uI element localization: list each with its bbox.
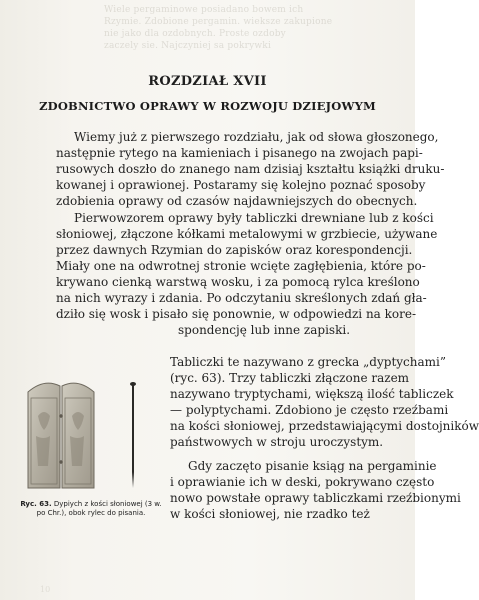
bleed-page-number: 10 xyxy=(40,585,51,594)
caption-label: Ryc. 63. xyxy=(20,500,52,508)
text-line: Tabliczki te nazywano z grecka „dyptychami” xyxy=(170,355,446,369)
text-line: Pierwowzorem oprawy były tabliczki drewniane lub z kości xyxy=(74,211,434,225)
text-line: nazywano tryptychami, większą ilość tabliczek xyxy=(170,387,454,401)
bleed-line: zaczely sie. Najczyniej sa pokrywki xyxy=(104,41,272,51)
text-line: (ryc. 63). Trzy tabliczki złączone razem xyxy=(170,371,410,385)
text-line: — polyptychami. Zdobiono je często rzeźbami xyxy=(170,403,449,417)
text-line: nowo powstałe oprawy tabliczkami rzeźbionymi xyxy=(170,491,461,505)
text-line: przez dawnych Rzymian do zapisków oraz korespondencji. xyxy=(56,243,413,257)
text-line: na nich wyrazy i zdania. Po odczytaniu skreślonych zdań gła- xyxy=(56,291,427,305)
diptych-figure xyxy=(20,376,154,494)
text-line: Gdy zaczęto pisanie ksiąg na pergaminie xyxy=(188,459,437,473)
text-line: krywano cienką warstwą wosku, i za pomocą rylca kreślono xyxy=(56,275,420,289)
text-column-beside-figure xyxy=(170,354,479,522)
text-line: spondencję lub inne zapiski. xyxy=(178,323,351,337)
bleed-through-text xyxy=(0,0,415,62)
caption-text: Dypiych z kości słoniowej (3 w. po Chr.), obok rylec do pisania. xyxy=(36,500,162,517)
chapter-heading: ROZDZIAŁ XVII xyxy=(148,74,267,89)
ivory-diptych-image xyxy=(20,376,154,494)
text-line: kowanej i oprawionej. Postaramy się kolejno poznać sposoby xyxy=(56,178,426,192)
text-line: w kości słoniowej, nie rzadko też xyxy=(170,507,370,521)
text-line: Wiemy już z pierwszego rozdziału, jak od słowa głoszonego, xyxy=(74,130,439,144)
figure-caption xyxy=(16,500,166,518)
text-line: słoniowej, złączone kółkami metalowymi w grzbiecie, używane xyxy=(56,227,438,241)
text-line: dziło się wosk i pisało się ponownie, w odpowiedzi na kore- xyxy=(56,307,417,321)
text-line: Miały one na odwrotnej stronie wcięte zagłębienia, które po- xyxy=(56,259,426,273)
text-line: rusowych doszło do znanego nam dzisiaj kształtu książki druku- xyxy=(56,162,445,176)
text-line: na kości słoniowej, przedstawiającymi dostojników xyxy=(170,419,479,433)
bleed-line: Wiele pergaminowe posiadano bowem ich xyxy=(104,5,304,15)
bleed-line: Rzymie. Zdobione pergamin. wieksze zakupione xyxy=(104,17,333,27)
text-line: zdobienia oprawy od czasów najdawniejszych do obecnych. xyxy=(56,194,418,208)
bleed-line: nie jako dla ozdobnych. Proste ozdoby xyxy=(104,29,286,39)
chapter-title: ZDOBNICTWO OPRAWY W ROZWOJU DZIEJOWYM xyxy=(39,99,376,113)
paragraph-intro xyxy=(56,129,445,209)
text-line: i oprawianie ich w deski, pokrywano często xyxy=(170,475,435,489)
paragraph-tablets xyxy=(56,210,438,338)
text-line: państwowych w stroju uroczystym. xyxy=(170,435,384,449)
text-line: następnie rytego na kamieniach i pisanego na zwojach papi- xyxy=(56,146,423,160)
